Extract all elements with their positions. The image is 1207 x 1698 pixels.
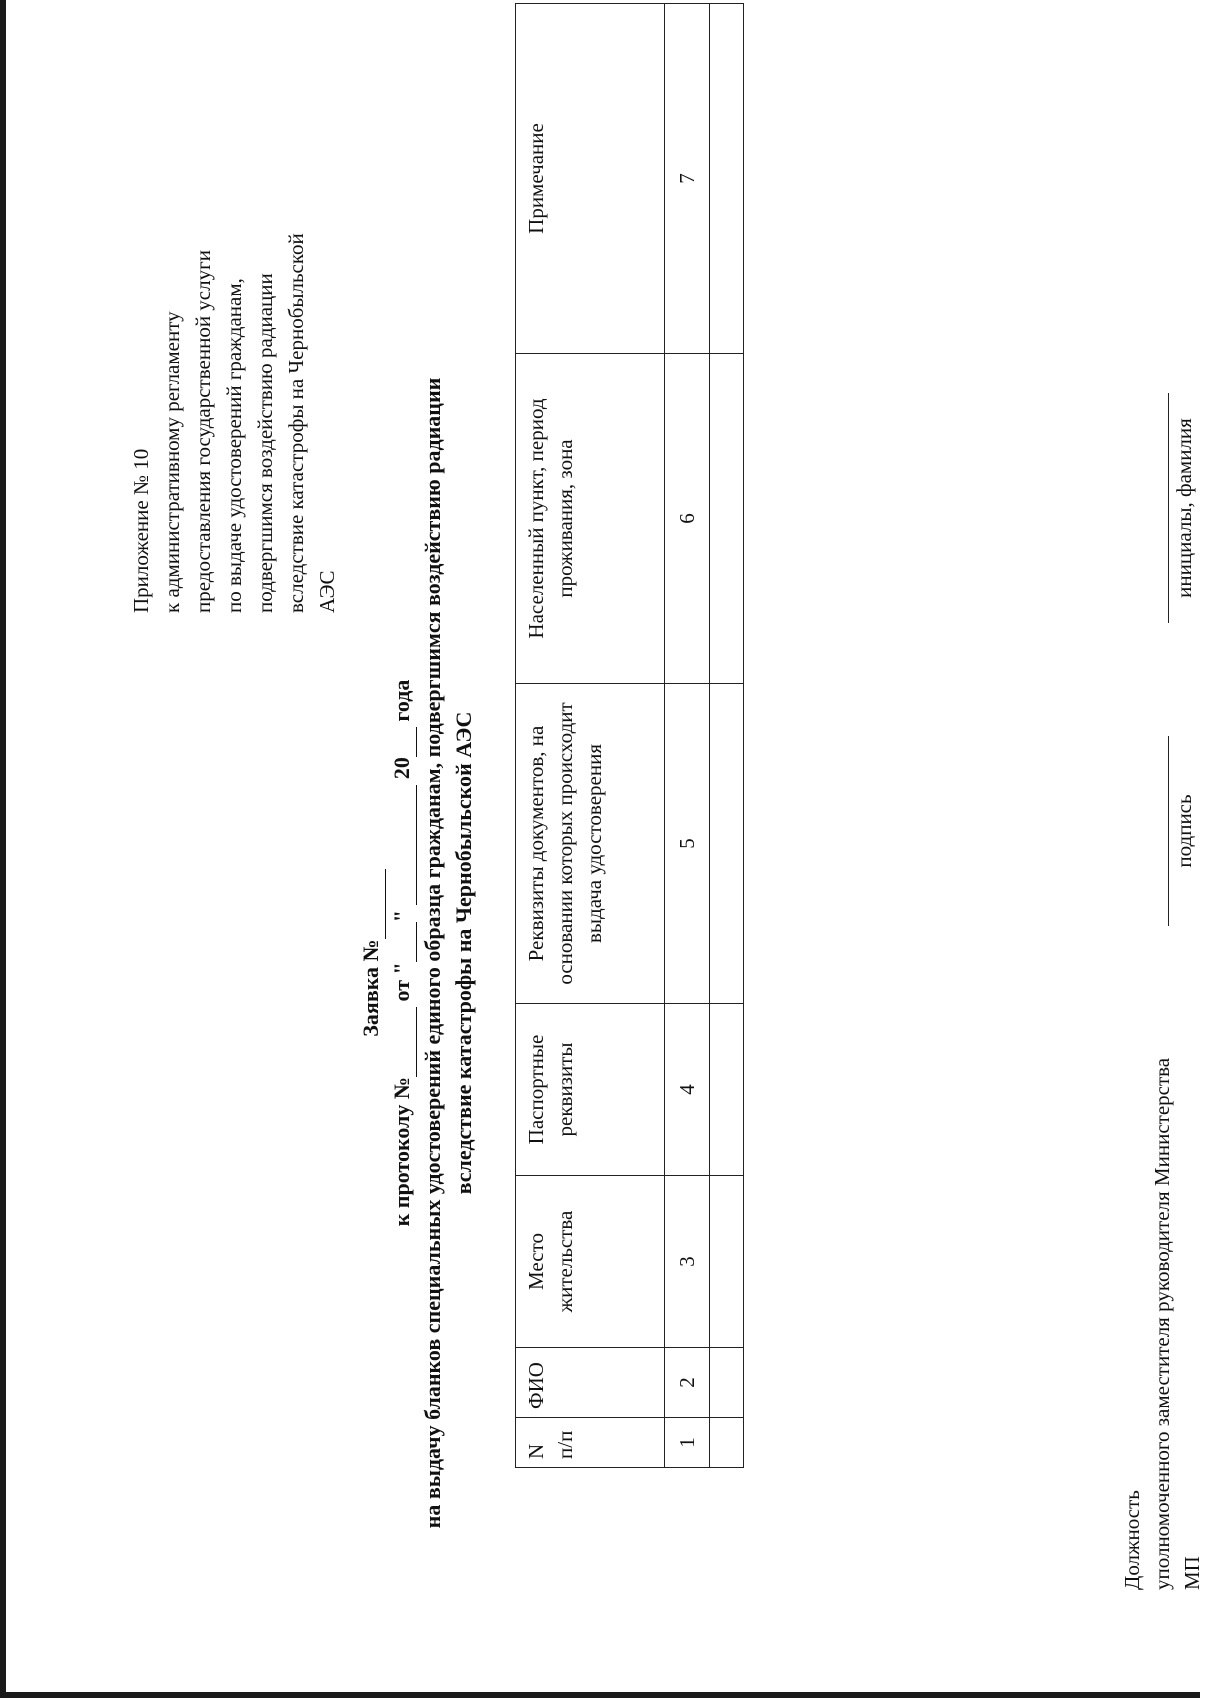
column-number: 6: [665, 354, 710, 684]
quote-close: ": [389, 910, 414, 923]
appendix-line: к административному регламенту: [160, 311, 184, 613]
request-title-text: Заявка №: [358, 939, 383, 1037]
subject-line-2: вследствие катастрофы на Чернобыльской АЭС: [451, 711, 476, 1195]
appendix-line: по выдаче удостоверений гражданам,: [222, 278, 246, 613]
year-suffix: года: [389, 679, 414, 722]
protocol-prefix: к протоколу №: [389, 1077, 414, 1227]
header-cell-locality: Населенный пункт, период проживания, зона: [516, 354, 665, 684]
header-cell-note: Примечание: [516, 4, 665, 354]
empty-cell[interactable]: [710, 1418, 744, 1468]
empty-cell[interactable]: [710, 354, 744, 684]
stamp-label: МП: [1180, 1556, 1204, 1590]
column-number: 1: [665, 1418, 710, 1468]
name-label: инициалы, фамилия: [1172, 418, 1196, 598]
year-prefix: 20: [389, 757, 414, 780]
protocol-number-blank[interactable]: [394, 1007, 417, 1077]
day-blank[interactable]: [394, 922, 417, 962]
header-cell-passport: Паспортные реквизиты: [516, 1004, 665, 1176]
request-table: [515, 3, 744, 1468]
subject-line-1: на выдачу бланков специальных удостоверений единого образца гражданам, подвергшимся воздействию радиации: [420, 377, 445, 1529]
header-cell-residence: Место жительства: [516, 1176, 665, 1348]
signature-label: подпись: [1172, 794, 1196, 868]
request-number-blank[interactable]: [363, 869, 386, 939]
table-number-row: [665, 4, 710, 1468]
year-blank[interactable]: [394, 727, 417, 757]
column-number: 2: [665, 1348, 710, 1418]
column-number: 4: [665, 1004, 710, 1176]
request-header: [355, 288, 479, 1618]
column-number: 7: [665, 4, 710, 354]
month-blank[interactable]: [394, 785, 417, 905]
column-number: 5: [665, 684, 710, 1004]
appendix-block: [126, 53, 343, 613]
table-empty-row: [710, 4, 744, 1468]
empty-cell[interactable]: [710, 1176, 744, 1348]
header-cell-number: N п/п: [516, 1418, 665, 1468]
appendix-line: Приложение № 10: [129, 448, 153, 613]
appendix-line: подвергшимся воздействию радиации: [253, 273, 277, 613]
empty-cell[interactable]: [710, 4, 744, 354]
header-cell-fio: ФИО: [516, 1348, 665, 1418]
from-label: от ": [389, 962, 414, 1002]
column-number: 3: [665, 1176, 710, 1348]
signatory-block: [1117, 830, 1207, 1590]
appendix-line: предоставления государственной услуги: [191, 250, 215, 613]
request-title: [355, 288, 386, 1618]
signature-line[interactable]: [1168, 736, 1169, 926]
position-description: уполномоченного заместителя руководителя Министерства: [1150, 1057, 1174, 1590]
position-label: Должность: [1120, 1490, 1144, 1590]
empty-cell[interactable]: [710, 1348, 744, 1418]
appendix-line: вследствие катастрофы на Чернобыльской: [284, 233, 308, 613]
table-header-row: [516, 4, 665, 1468]
name-line[interactable]: [1168, 393, 1169, 623]
protocol-line: [386, 288, 417, 1618]
appendix-line: АЭС: [315, 570, 339, 613]
header-cell-documents: Реквизиты документов, на основании которых происходит выдача удостоверения: [516, 684, 665, 1004]
empty-cell[interactable]: [710, 684, 744, 1004]
empty-cell[interactable]: [710, 1004, 744, 1176]
